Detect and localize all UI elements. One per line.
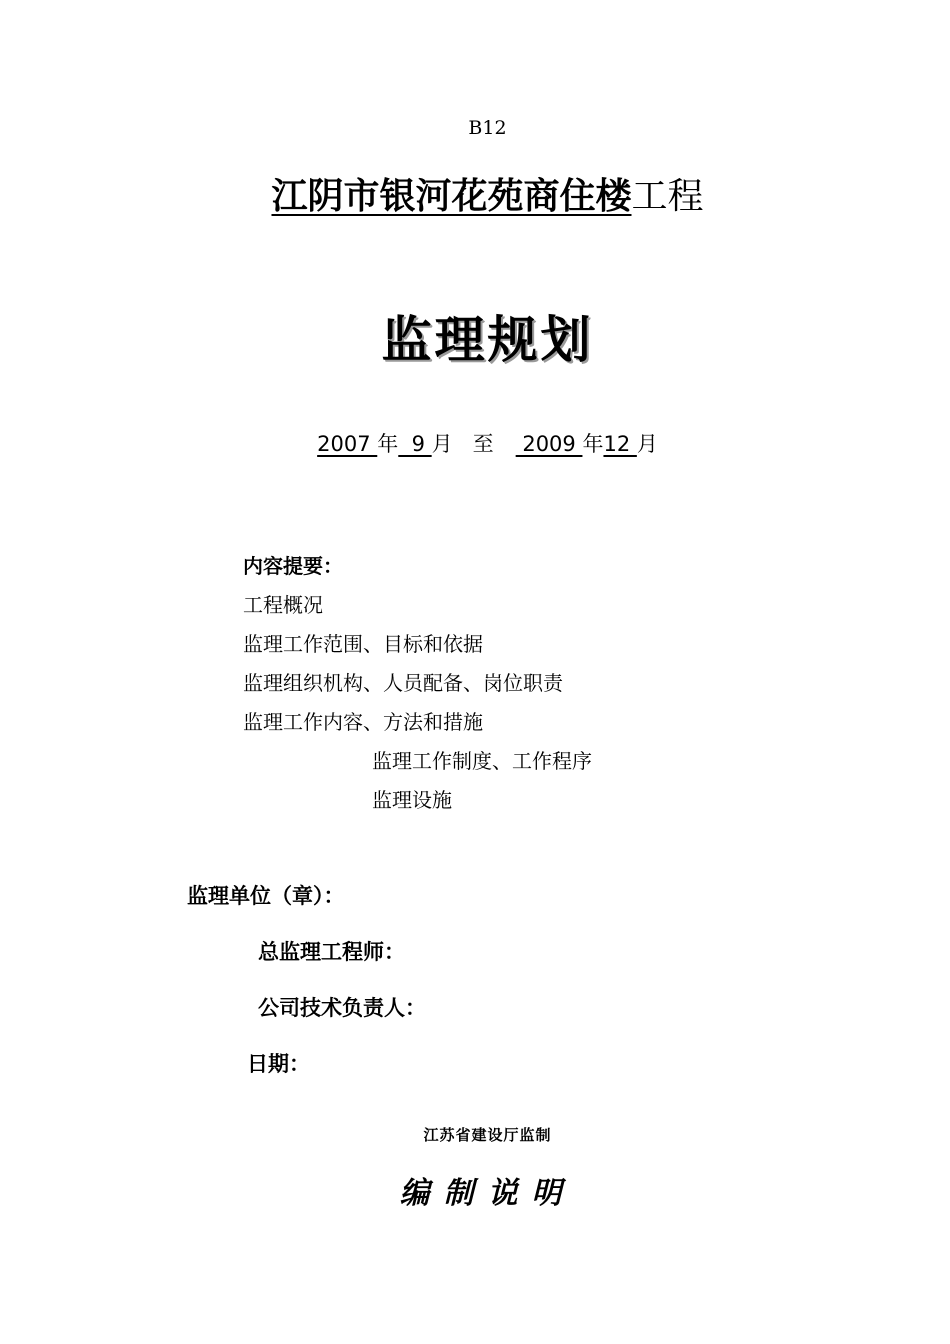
contents-item: 监理工作内容、方法和措施	[243, 710, 483, 734]
document-title: 监理规划	[381, 311, 594, 369]
contents-item: 监理工作范围、目标和依据	[243, 632, 483, 656]
contents-item: 监理工作制度、工作程序	[372, 749, 592, 773]
supervised-by: 江苏省建设厅监制	[423, 1126, 552, 1144]
contents-item: 工程概况	[243, 593, 323, 617]
period-end-year: 2009	[515, 432, 583, 456]
period-start-year: 2007	[317, 432, 378, 456]
period-month-char-1: 月	[431, 432, 453, 456]
contents-heading: 内容提要：	[243, 554, 343, 578]
project-name: 江阴市银河花苑商住楼	[271, 176, 632, 217]
period-month-char-2: 月	[636, 432, 658, 456]
contents-item: 监理组织机构、人员配备、岗位职责	[243, 671, 563, 695]
date-label: 日期：	[247, 1052, 310, 1076]
project-title	[0, 168, 950, 219]
period-to: 至	[472, 432, 494, 456]
period-year-char-1: 年	[377, 432, 399, 456]
chief-engineer-label: 总监理工程师：	[258, 940, 405, 964]
period-year-char-2: 年	[582, 432, 604, 456]
project-title-suffix: 工程	[631, 176, 704, 217]
technical-lead-label: 公司技术负责人：	[258, 996, 426, 1020]
period-end-month: 12	[603, 432, 637, 456]
compile-notes-heading: 编制说明	[399, 1176, 576, 1211]
supervision-unit-label: 监理单位（章）：	[187, 884, 345, 908]
period-start-month: 9	[398, 432, 432, 456]
document-code: B12	[468, 117, 507, 139]
service-period	[0, 428, 950, 458]
contents-item: 监理设施	[372, 788, 452, 812]
